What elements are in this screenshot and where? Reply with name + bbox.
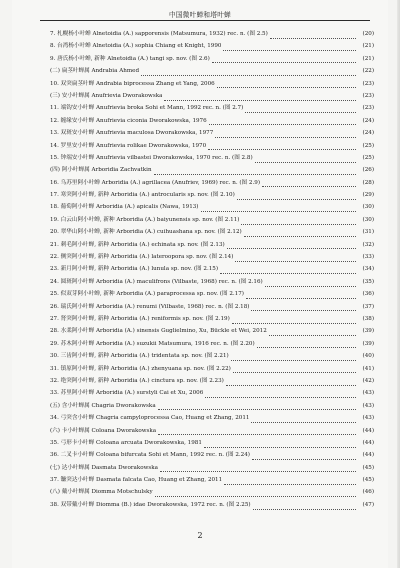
toc-entry-title: 22. 侧突阿小叶蝉, 新种 Arboridia (A.) lateroopora sp. nov. (图 2.14): [50, 254, 234, 261]
page-number: 2: [197, 531, 203, 540]
toc-entry-page: (44): [362, 439, 374, 446]
toc-genus-entry: [40, 65, 374, 77]
toc-entry-title: (七) 达小叶蝉属 Dasmata Dworakowska: [50, 464, 158, 471]
dot-leader: [252, 453, 356, 460]
dot-leader: [232, 317, 356, 324]
toc-entry-title: 13. 双斑安小叶蝉 Anufrievia maculosa Dworakowska, 1977: [50, 130, 214, 137]
dot-leader: [224, 478, 356, 485]
toc-entry-page: (23): [362, 105, 374, 112]
table-of-contents: [40, 28, 374, 511]
toc-entry-page: (40): [362, 353, 374, 360]
toc-entry-page: (22): [362, 68, 374, 75]
toc-entry-title: 9. 唐氏杨小叶蝉, 新种 Alnetoidia (A.) tangi sp. nov. (图 2.6): [50, 55, 210, 62]
toc-entry-page: (44): [362, 427, 374, 434]
toc-species-entry: [40, 363, 374, 375]
toc-species-entry: [40, 338, 374, 350]
toc-entry-page: (30): [362, 216, 374, 223]
header-rule: [40, 20, 370, 21]
dot-leader: [237, 193, 356, 200]
dot-leader: [201, 205, 357, 212]
toc-entry-title: (四) 阿小叶蝉属 Arboridia Zachvatkin: [50, 167, 152, 174]
toc-genus-entry: [40, 462, 374, 474]
toc-entry-title: 17. 寒突阿小叶蝉, 新种 Arboridia (A.) antrocularis sp. nov. (图 2.10): [50, 192, 235, 199]
toc-species-entry: [40, 28, 374, 40]
toc-entry-title: 34. 弓突含小叶蝉 Chagria campyloprocessa Cao, Huang et Zhang, 2011: [50, 415, 250, 422]
dot-leader: [205, 391, 356, 398]
toc-entry-title: (三) 安小叶蝉属 Anufrievia Dworakowska: [50, 92, 163, 99]
toc-entry-page: (47): [362, 501, 374, 508]
dot-leader: [253, 503, 356, 510]
toc-entry-page: (26): [362, 167, 374, 174]
toc-entry-page: (25): [362, 154, 374, 161]
toc-entry-page: (24): [362, 117, 374, 124]
dot-leader: [245, 106, 356, 113]
toc-entry-page: (23): [362, 80, 374, 87]
toc-species-entry: [40, 102, 374, 114]
toc-species-entry: [40, 288, 374, 300]
toc-species-entry: [40, 40, 374, 52]
toc-entry-page: (34): [362, 266, 374, 273]
toc-genus-entry: [40, 425, 374, 437]
toc-entry-title: (六) 卡小叶蝉属 Coloana Dworakowska: [50, 427, 157, 434]
toc-species-entry: [40, 239, 374, 251]
dot-leader: [265, 280, 356, 287]
dot-leader: [208, 143, 356, 150]
dot-leader: [158, 403, 356, 410]
toc-entry-page: (43): [362, 415, 374, 422]
dot-leader: [235, 255, 356, 262]
toc-species-entry: [40, 412, 374, 424]
dot-leader: [220, 267, 356, 274]
toc-entry-title: 15. 钟端安小叶蝉 Anufrievia vilbastei Dworakowska, 1970 rec. n. (图 2.8): [50, 154, 253, 161]
toc-species-entry: [40, 53, 374, 65]
toc-entry-title: 25. 似双芽阿小叶蝉, 新种 Arboridia (A.) paraprocessa sp. nov. (图 2.17): [50, 291, 244, 298]
toc-species-entry: [40, 474, 374, 486]
toc-entry-page: (31): [362, 229, 374, 236]
toc-entry-page: (33): [362, 254, 374, 261]
toc-entry-page: (36): [362, 291, 374, 298]
toc-species-entry: [40, 449, 374, 461]
toc-entry-page: (43): [362, 402, 374, 409]
dot-leader: [215, 131, 356, 138]
toc-entry-page: (21): [362, 43, 374, 50]
running-header: 中国微叶蝉和塔叶蝉: [168, 11, 232, 19]
toc-genus-entry: [40, 164, 374, 176]
dot-leader: [231, 354, 356, 361]
toc-species-entry: [40, 350, 374, 362]
toc-genus-entry: [40, 486, 374, 498]
toc-entry-page: (38): [362, 315, 374, 322]
toc-species-entry: [40, 313, 374, 325]
toc-entry-title: 20. 翠华山阿小叶蝉, 新种 Arboridia (A.) cuihuashana sp. nov. (图 2.12): [50, 229, 242, 236]
toc-entry-title: 33. 苏里阿小叶蝉 Arboridia (A.) surstyli Cai et Xu, 2006: [50, 390, 204, 397]
toc-entry-title: 16. 乌苏里阿小叶蝉 Arboridia (A.) agrillacea (Anufriev, 1969) rec. n. (图 2.9): [50, 179, 261, 186]
toc-species-entry: [40, 375, 374, 387]
toc-species-entry: [40, 251, 374, 263]
toc-entry-title: 28. 水柔阿小叶蝉 Arboridia (A.) sinensis Guglielmino, Xu, Bückle et Wei, 2012: [50, 328, 267, 335]
dot-leader: [204, 441, 356, 448]
toc-entry-title: 12. 缠缘安小叶蝉 Anufrievia ciconia Dworakowska, 1976: [50, 117, 207, 124]
toc-entry-title: 27. 肾突阿小叶蝉, 新种 Arboridia (A.) reniformis sp. nov. (图 2.19): [50, 315, 230, 322]
toc-entry-title: 32. 绝突阿小叶蝉, 新种 Arboridia (A.) cinctura sp. nov. (图 2.23): [50, 377, 224, 384]
dot-leader: [251, 304, 356, 311]
dot-leader: [158, 428, 356, 435]
toc-entry-title: 26. 瑞氏阿小叶蝉 Arboridia (A.) renumi (Vilbaste, 1968) rec. n. (图 2.18): [50, 303, 250, 310]
toc-entry-page: (23): [362, 92, 374, 99]
toc-entry-title: 10. 双突扁茎叶蝉 Andrabia biprocessa Zhang et Yang, 2006: [50, 80, 215, 87]
dot-leader: [269, 329, 356, 336]
toc-entry-page: (35): [362, 278, 374, 285]
dot-leader: [160, 465, 356, 472]
toc-entry-page: (44): [362, 452, 374, 459]
toc-entry-title: 29. 苏木阿小叶蝉 Arboridia (A.) suzukii Matsumura, 1916 rec. n. (图 2.20): [50, 340, 255, 347]
toc-species-entry: [40, 276, 374, 288]
dot-leader: [244, 230, 356, 237]
toc-species-entry: [40, 263, 374, 275]
toc-entry-page: (29): [362, 192, 374, 199]
toc-entry-page: (39): [362, 328, 374, 335]
toc-entry-page: (39): [362, 340, 374, 347]
dot-leader: [164, 94, 356, 101]
toc-entry-page: (37): [362, 303, 374, 310]
toc-entry-page: (45): [362, 477, 374, 484]
toc-species-entry: [40, 177, 374, 189]
toc-species-entry: [40, 387, 374, 399]
dot-leader: [257, 341, 356, 348]
page-sheet: [12, 0, 388, 568]
toc-entry-title: 18. 葡萄阿小叶蝉 Arboridia (A.) apicalis (Nawa, 1913): [50, 204, 199, 211]
toc-species-entry: [40, 115, 374, 127]
toc-entry-title: 11. 端钩安小叶蝉 Anufrievia broka Sohi et Mann, 1992 rec. n. (图 2.7): [50, 105, 244, 112]
toc-species-entry: [40, 325, 374, 337]
toc-entry-page: (20): [362, 31, 374, 37]
toc-entry-page: (32): [362, 241, 374, 248]
toc-entry-page: (42): [362, 377, 374, 384]
toc-entry-title: (二) 扁茎叶蝉属 Andrabia Ahmed: [50, 68, 140, 75]
toc-entry-title: 24. 圆斑阿小叶蝉 Arboridia (A.) maculifrons (Vilbaste, 1968) rec. n. (图 2.16): [50, 278, 263, 285]
toc-entry-title: 36. 二叉卡小叶蝉 Coloana bifurcata Sohi et Mann, 1992 rec. n. (图 2.24): [50, 452, 250, 459]
toc-entry-title: 38. 双带戴小叶蝉 Diomma (B.) idae Dworakowska, 1972 rec. n. (图 2.25): [50, 501, 251, 508]
toc-entry-title: 7. 札幌杨小叶蝉 Alnetoidia (A.) sapporensis (Matsumura, 1932) rec. n. (图 2.5): [50, 31, 268, 37]
toc-entry-page: (41): [362, 365, 374, 372]
toc-species-entry: [40, 78, 374, 90]
dot-leader: [212, 56, 356, 63]
toc-entry-title: 8. 台湾杨小叶蝉 Alnetoidia (A.) sophia Chiang et Knight, 1990: [50, 43, 222, 50]
toc-entry-title: 19. 白云山阿小叶蝉, 新种 Arboridia (A.) baiyunensis sp. nov. (图 2.11): [50, 216, 240, 223]
toc-species-entry: [40, 140, 374, 152]
toc-species-entry: [40, 201, 374, 213]
toc-entry-title: 31. 镇原阿小叶蝉, 新种 Arboridia (A.) zhenyuana sp. nov. (图 2.22): [50, 365, 231, 372]
toc-species-entry: [40, 499, 374, 511]
dot-leader: [255, 156, 356, 163]
toc-entry-page: (28): [362, 179, 374, 186]
toc-entry-title: (八) 戴小叶蝉属 Diomma Motschulsky: [50, 489, 153, 496]
toc-species-entry: [40, 127, 374, 139]
toc-entry-page: (25): [362, 142, 374, 149]
toc-genus-entry: [40, 90, 374, 102]
toc-species-entry: [40, 214, 374, 226]
dot-leader: [262, 180, 356, 187]
toc-entry-page: (45): [362, 464, 374, 471]
toc-entry-page: (30): [362, 204, 374, 211]
toc-species-entry: [40, 437, 374, 449]
toc-entry-page: (21): [362, 55, 374, 62]
toc-entry-title: 30. 三齿阿小叶蝉, 新种 Arboridia (A.) tridentata sp. nov. (图 2.21): [50, 353, 229, 360]
dot-leader: [227, 242, 356, 249]
dot-leader: [246, 292, 356, 299]
dot-leader: [241, 218, 356, 225]
dot-leader: [155, 490, 356, 497]
toc-species-entry: [40, 189, 374, 201]
toc-entry-page: (24): [362, 130, 374, 137]
toc-entry-title: 23. 新月阿小叶蝉, 新种 Arboridia (A.) lunula sp. nov. (图 2.15): [50, 266, 219, 273]
dot-leader: [154, 168, 356, 175]
toc-entry-title: 14. 罗里安小叶蝉 Anufrievia rolikae Dworakowska, 1970: [50, 142, 207, 149]
toc-species-entry: [40, 301, 374, 313]
dot-leader: [270, 32, 356, 39]
toc-entry-title: 37. 镰突达小叶蝉 Dasmata falcata Cao, Huang et Zhang, 2011: [50, 477, 223, 484]
toc-entry-page: (43): [362, 390, 374, 397]
dot-leader: [141, 69, 356, 76]
dot-leader: [209, 118, 356, 125]
toc-entry-title: (五) 含小叶蝉属 Chagria Dworakowska: [50, 402, 156, 409]
toc-species-entry: [40, 226, 374, 238]
toc-entry-page: (46): [362, 489, 374, 496]
dot-leader: [251, 416, 356, 423]
dot-leader: [226, 379, 356, 386]
dot-leader: [223, 44, 356, 51]
toc-entry-title: 21. 刺毛阿小叶蝉, 新种 Arboridia (A.) echinata sp. nov. (图 2.13): [50, 241, 225, 248]
toc-species-entry: [40, 152, 374, 164]
dot-leader: [217, 81, 356, 88]
dot-leader: [233, 366, 356, 373]
toc-entry-title: 35. 弓形卡小叶蝉 Coloana arcuata Dworakowska, 1981: [50, 439, 202, 446]
toc-genus-entry: [40, 400, 374, 412]
